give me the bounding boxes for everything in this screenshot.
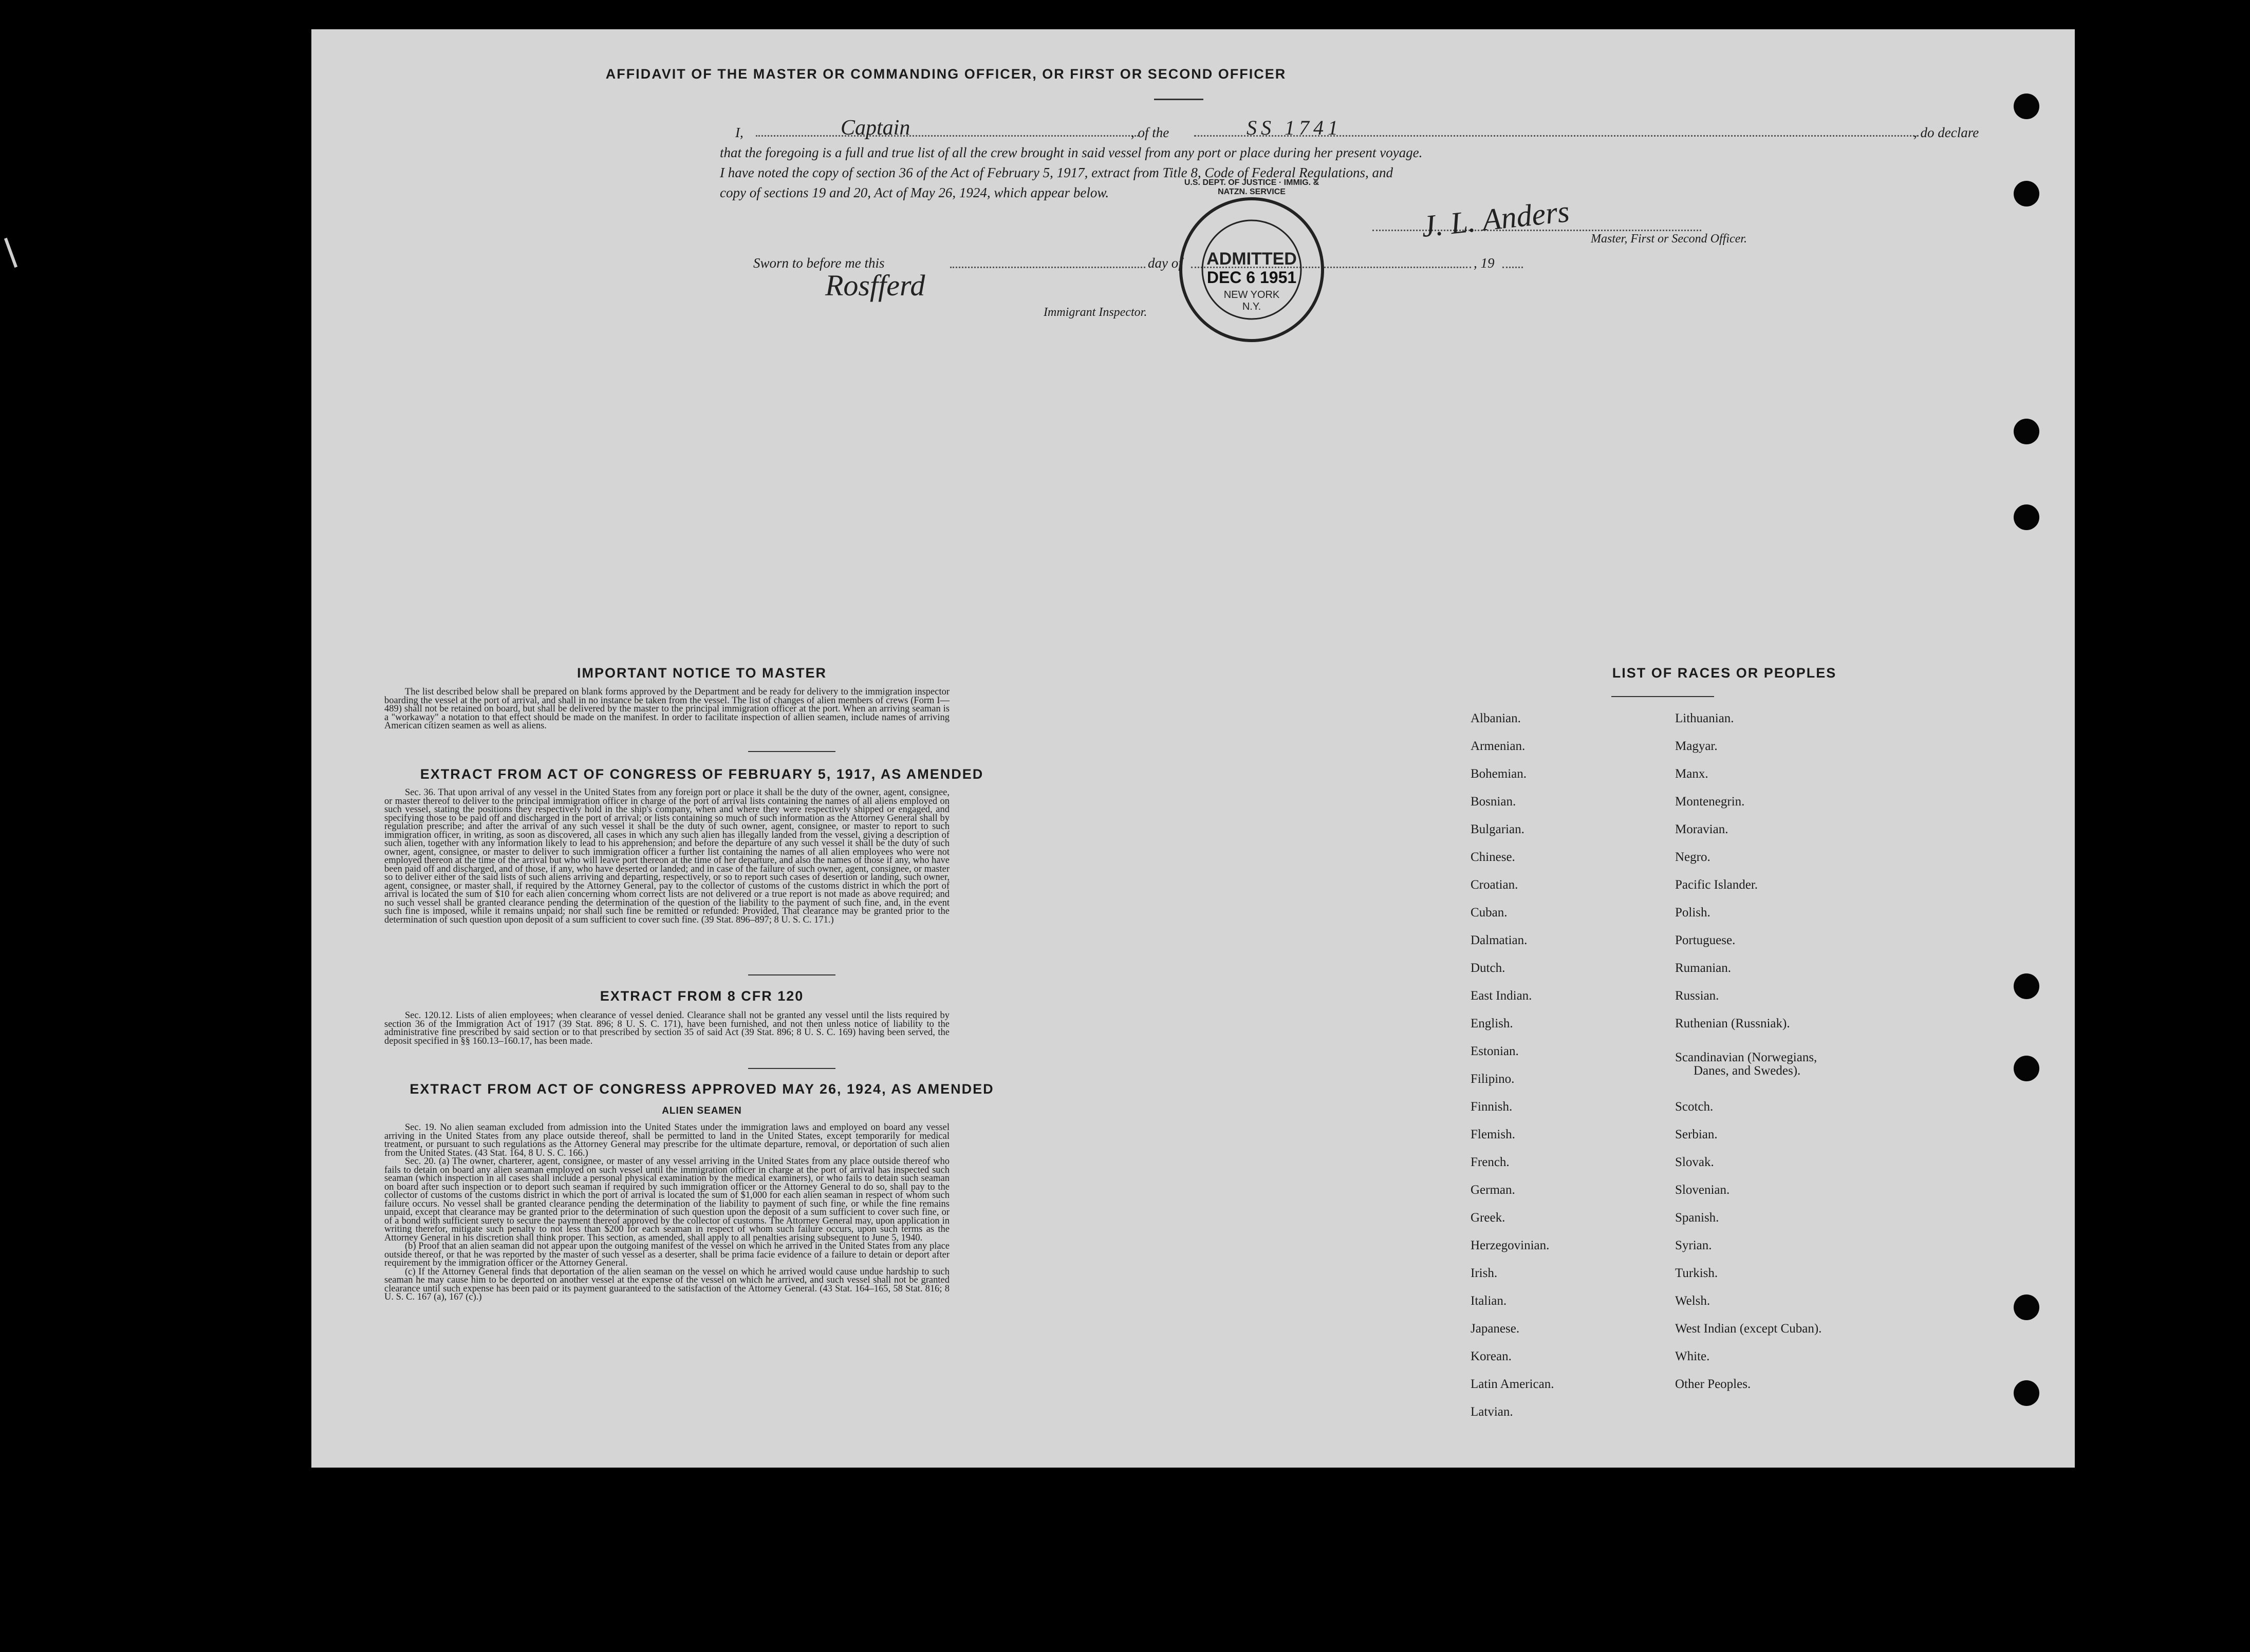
race-item: Latvian.: [1471, 1405, 1513, 1419]
race-item: East Indian.: [1471, 989, 1532, 1003]
year-label: , 19: [1474, 255, 1495, 271]
notice-title: IMPORTANT NOTICE TO MASTER: [577, 665, 827, 681]
race-item: Magyar.: [1675, 739, 1718, 753]
race-item: Scotch.: [1675, 1100, 1714, 1114]
divider: [748, 1068, 835, 1069]
binder-hole: [2014, 93, 2039, 119]
race-item: Bulgarian.: [1471, 822, 1524, 836]
binder-hole: [2014, 504, 2039, 530]
immigration-admitted-stamp: [1175, 178, 1329, 347]
extract3-text: [384, 1123, 950, 1302]
document-page: [311, 29, 2075, 1468]
race-item: Portuguese.: [1675, 933, 1736, 947]
extract1-title: EXTRACT FROM ACT OF CONGRESS OF FEBRUARY 5, 1917, AS AMENDED: [420, 766, 984, 782]
race-item: Croatian.: [1471, 878, 1518, 892]
stamp-admitted: ADMITTED: [1206, 249, 1297, 269]
race-item: Korean.: [1471, 1349, 1512, 1363]
inspector-label: Immigrant Inspector.: [1044, 306, 1147, 319]
sworn-day-line: [950, 267, 1145, 268]
race-item: Ruthenian (Russniak).: [1675, 1017, 1790, 1030]
binder-hole: [2014, 181, 2039, 206]
race-item: Bohemian.: [1471, 767, 1527, 781]
affidavit-line-3: I have noted the copy of section 36 of the Act of February 5, 1917, extract from Title 8, Code of Federal Regulations, and: [720, 165, 1393, 180]
binder-hole: [2014, 1056, 2039, 1081]
race-item: Polish.: [1675, 906, 1710, 919]
inspector-signature: Rosfferd: [825, 269, 925, 302]
affidavit-line-4: copy of sections 19 and 20, Act of May 26, 1924, which appear below.: [720, 185, 1109, 200]
sworn-label: Sworn to before me this: [753, 255, 885, 271]
race-item: Other Peoples.: [1675, 1377, 1751, 1391]
extract2-title: EXTRACT FROM 8 CFR 120: [600, 988, 804, 1004]
race-item: Negro.: [1675, 850, 1710, 864]
stamp-state: N.Y.: [1242, 301, 1261, 312]
race-item: Welsh.: [1675, 1294, 1710, 1308]
year-line: [1502, 267, 1523, 268]
race-item: Montenegrin.: [1675, 795, 1745, 809]
race-item: Estonian.: [1471, 1044, 1519, 1058]
race-item: Manx.: [1675, 767, 1708, 781]
race-item: French.: [1471, 1155, 1510, 1169]
race-item: Chinese.: [1471, 850, 1515, 864]
race-item: Dutch.: [1471, 961, 1505, 975]
race-item: Filipino.: [1471, 1072, 1515, 1086]
race-item: Greek.: [1471, 1211, 1505, 1225]
race-item: German.: [1471, 1183, 1515, 1197]
extract1-paragraph: Sec. 36. That upon arrival of any vessel in the United States from any foreign port or place it shall be the duty of the owner, agent, consignee, or master thereof to deliver to the principal immigration officer in charge of the port of arrival lists containing the names of all aliens employed on such vessel, stating the positions they respectively hold in the ship's company, when and where they were respectively shipped or engaged, and specifying those to be paid off and discharged in the port of arrival; or lists containing so much of such information as the Attorney General shall by regulation prescribe; and after the arrival of any such vessel it shall be the duty of such owner, agent, consignee, or master to report to such immigration officer, in writing, as soon as discovered, all cases in which any such alien has illegally landed from the vessel, giving a description of such alien, together with any information likely to lead to his apprehension; and before the departure of any such vessel it shall be the duty of such owner, agent, consignee, or master to deliver to such immigration officer a further list containing the names of all alien employees who were not employed thereon at the time of the arrival but who will leave port thereon at the time of her departure, and also the names of those if any, who have been paid off and discharged, and of those, if any, who have deserted or landed; and in case of the failure of such owner, agent, consignee, or master so to deliver either of the said lists of such aliens arriving and departing, respectively, or so to report such cases of desertion or landing, such owner, agent, consignee, or master shall, if required by the Attorney General, pay to the collector of customs of the customs district in which the port of arrival is located the sum of $10 for each alien concerning whom correct lists are not delivered or a true report is not made as above required; and no such vessel shall be granted clearance pending the determination of the question of the liability to the payment of such fine, and, in the event such fine is imposed, while it remains unpaid; nor shall such fine be remitted or refunded: Provided, That clearance may be granted prior to the determination of such question upon deposit of a sum sufficient to cover such fine. (39 Stat. 896–897; 8 U. S. C. 171.): [384, 787, 950, 925]
stamp-date: DEC 6 1951: [1206, 268, 1297, 287]
race-item: Finnish.: [1471, 1100, 1513, 1114]
extract3-paragraph: Sec. 19. No alien seaman excluded from admission into the United States under the immigration laws and employed on board any vessel arriving in the United States from any place outside thereof, shall be permitted to land in the United States, except temporarily for medical treatment, or pursuant to such regulations as the Attorney General may prescribe for the ultimate departure, removal, or deportation of such alien from the United States. (43 Stat. 164, 8 U. S. C. 166.): [384, 1122, 950, 1158]
divider: [1154, 99, 1203, 100]
scan-artifact: [4, 238, 17, 268]
binder-hole: [2014, 1380, 2039, 1406]
race-item: Serbian.: [1675, 1128, 1718, 1141]
of-the-label: , of the: [1131, 125, 1169, 140]
race-item: English.: [1471, 1017, 1513, 1030]
race-item: Bosnian.: [1471, 795, 1516, 809]
race-item: Armenian.: [1471, 739, 1526, 753]
race-item: Moravian.: [1675, 822, 1728, 836]
extract1-text: [384, 789, 950, 924]
affidavit-line-2: that the foregoing is a full and true list of all the crew brought in said vessel from any port or place during her present voyage.: [720, 145, 1423, 160]
master-signature-label: Master, First or Second Officer.: [1591, 232, 1747, 246]
extract3-subtitle: ALIEN SEAMEN: [662, 1105, 742, 1116]
race-item: Flemish.: [1471, 1128, 1515, 1141]
race-item: Turkish.: [1675, 1266, 1718, 1280]
race-item: Pacific Islander.: [1675, 878, 1758, 892]
race-item: White.: [1675, 1349, 1710, 1363]
master-name-handwritten: Captain: [841, 116, 910, 140]
race-item: Cuban.: [1471, 906, 1508, 919]
notice-paragraph: The list described below shall be prepared on blank forms approved by the Department and be ready for delivery to the immigration inspector boarding the vessel at the port of arrival, and shall in no instance be taken from the vessel. The list of changes of alien members of crews (Form I—489) shall not be retained on board, but shall be delivered by the master to the principal immigration officer at the port. When an arriving seaman is a "workaway" a notation to that effect should be made on the manifest. In order to facilitate inspection of allien seamen, include names of arriving American citizen seamen as well as aliens.: [384, 687, 950, 731]
race-item: Rumanian.: [1675, 961, 1732, 975]
day-of-label: day of: [1148, 255, 1182, 271]
race-item: Herzegovinian.: [1471, 1238, 1550, 1252]
master-signature: J. L. Anders: [1420, 194, 1571, 243]
vessel-name-handwritten: SS 1741: [1247, 116, 1342, 139]
race-item: Syrian.: [1675, 1238, 1712, 1252]
race-item: Japanese.: [1471, 1322, 1520, 1336]
race-item: West Indian (except Cuban).: [1675, 1322, 1822, 1336]
race-item: Slovak.: [1675, 1155, 1714, 1169]
race-item: Danes, and Swedes).: [1694, 1064, 1801, 1078]
affidavit-title: AFFIDAVIT OF THE MASTER OR COMMANDING OFFICER, OR FIRST OR SECOND OFFICER: [605, 66, 1287, 82]
extract3-paragraph: Sec. 20. (a) The owner, charterer, agent, consignee, or master of any vessel arriving in the United States from any place outside thereof who fails to detain on board any alien seaman employed on such vessel until the immigration officer in charge at the port of arrival has inspected such seaman (which inspection in all cases shall include a personal physical examination by the medical examiners), or who fails to detain such seaman on board after such inspection or to deport such seaman if required by such immigration officer or the Attorney General to do so, shall pay to the collector of customs of the customs district in which the port of arrival is located the sum of $1,000 for each alien seaman in respect of whom such failure occurs. No vessel shall be granted clearance pending the determination of the liability to payment of such fine, or while the fine remains unpaid, except that clearance may be granted prior to the determination of such question upon the deposit of a sum sufficient to cover such fine, or of a bond with sufficient surety to secure the payment thereof approved by the collector of customs. The Attorney General may, upon application in writing therefor, mitigate such penalty to not less than $200 for each seaman in respect of whom such failure occurs, upon such terms as the Attorney General in his discretion shall think proper. This section, as amended, shall apply to all penalties arising subsequent to June 5, 1940.: [384, 1156, 950, 1243]
race-item: Russian.: [1675, 989, 1719, 1003]
divider: [748, 751, 835, 752]
extract2-paragraph: Sec. 120.12. Lists of alien employees; when clearance of vessel denied. Clearance shall not be granted any vessel until the lists required by section 36 of the Immigration Act of 1917 (39 Stat. 896; 8 U. S. C. 171), have been furnished, and not then unless notice of liability to the administrative fine prescribed by said section or to that prescribed by section 35 of said Act (39 Stat. 896; 8 U. S. C. 169) having been served, the deposit specified in §§ 160.13–160.17, has been made.: [384, 1010, 950, 1046]
race-item: Irish.: [1471, 1266, 1498, 1280]
do-declare-label: , do declare: [1913, 125, 1979, 140]
affidavit-i-label: I,: [735, 125, 743, 140]
race-item: Scandinavian (Norwegians,: [1675, 1050, 1817, 1064]
divider: [748, 974, 835, 975]
binder-hole: [2014, 973, 2039, 999]
extract3-title: EXTRACT FROM ACT OF CONGRESS APPROVED MAY 26, 1924, AS AMENDED: [410, 1081, 994, 1097]
race-item: Dalmatian.: [1471, 933, 1528, 947]
divider: [1611, 696, 1714, 697]
race-item: Italian.: [1471, 1294, 1507, 1308]
race-item: Latin American.: [1471, 1377, 1554, 1391]
extract2-text: [384, 1011, 950, 1045]
extract3-paragraph: (c) If the Attorney General finds that deportation of the alien seaman on the vessel on which he arrived would cause undue hardship to such seaman he may cause him to be deported on another vessel at the expense of the vessel on which he arrived, and such vessel shall not be granted clearance until such expense has been paid or its payment guaranteed to the satisfaction of the Attorney General. (43 Stat. 164–165, 58 Stat. 816; 8 U. S. C. 167 (a), 167 (c).): [384, 1266, 950, 1302]
name-line: [756, 135, 1139, 137]
stamp-city: NEW YORK: [1223, 289, 1280, 301]
binder-hole: [2014, 1294, 2039, 1320]
binder-hole: [2014, 419, 2039, 444]
stamp-graphic: [1175, 193, 1329, 347]
race-item: Albanian.: [1471, 711, 1521, 725]
races-title: LIST OF RACES OR PEOPLES: [1612, 665, 1837, 681]
race-item: Slovenian.: [1675, 1183, 1730, 1197]
extract3-paragraph: (b) Proof that an alien seaman did not appear upon the outgoing manifest of the vessel on which he arrived in the United States from any place outside thereof, or that he was reported by the master of such vessel as a deserter, shall be prima facie evidence of a failure to detain or deport after requirement by the immigration officer or the Attorney General.: [384, 1241, 950, 1268]
notice-text: [384, 688, 950, 730]
race-item: Lithuanian.: [1675, 711, 1734, 725]
race-item: Spanish.: [1675, 1211, 1719, 1225]
stamp-ring-text: U.S. DEPT. OF JUSTICE · IMMIG. & NATZN. SERVICE: [1184, 178, 1319, 196]
